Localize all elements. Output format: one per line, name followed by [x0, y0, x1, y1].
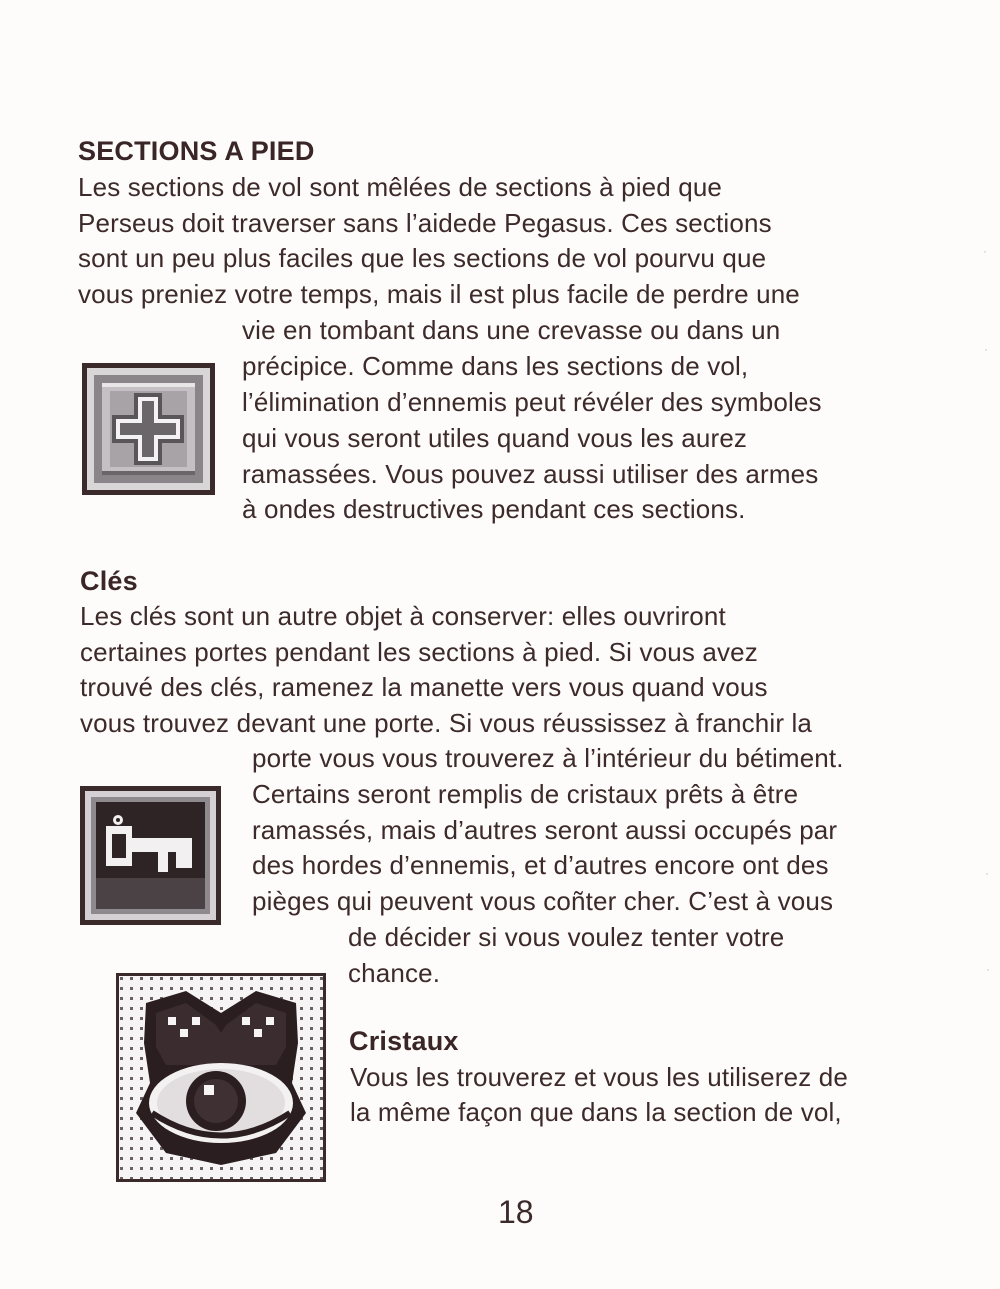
paragraph-line: chance. — [348, 958, 441, 988]
scan-speck: · — [984, 342, 988, 356]
section-heading-foot: SECTIONS A PIED — [78, 136, 315, 166]
section-heading-keys: Clés — [80, 566, 138, 596]
paragraph-line: certaines portes pendant les sections à pied. Si vous avez — [80, 637, 758, 667]
paragraph-line: trouvé des clés, ramenez la manette vers vous quand vous — [80, 672, 768, 702]
paragraph-line: ramassés, mais d’autres seront aussi occupés par — [252, 815, 838, 845]
paragraph-line: vous preniez votre temps, mais il est plus facile de perdre une — [78, 279, 800, 309]
paragraph-line: porte vous vous trouverez à l’intérieur du bétiment. — [252, 743, 844, 773]
paragraph-line: de décider si vous voulez tenter votre — [348, 922, 785, 952]
paragraph-line: Certains seront remplis de cristaux prêts à être — [252, 779, 799, 809]
scan-speck: · — [983, 244, 987, 258]
cross-icon — [82, 363, 215, 495]
paragraph-line: l’élimination d’ennemis peut révéler des symboles — [242, 387, 822, 417]
paragraph-line: la même façon que dans la section de vol, — [350, 1097, 842, 1127]
paragraph-line: Perseus doit traverser sans l’aidede Pegasus. Ces sections — [78, 208, 772, 238]
scan-speck: · — [985, 866, 989, 880]
paragraph-line: vie en tombant dans une crevasse ou dans un — [242, 315, 781, 345]
section-heading-crystals: Cristaux — [349, 1026, 459, 1056]
paragraph-line: ramassées. Vous pouvez aussi utiliser des armes — [242, 459, 819, 489]
paragraph-line: Vous les trouverez et vous les utiliserez de — [350, 1062, 848, 1092]
eye-icon — [116, 973, 326, 1182]
paragraph-line: à ondes destructives pendant ces sections. — [242, 494, 746, 524]
paragraph-line: Les clés sont un autre objet à conserver: elles ouvriront — [80, 601, 726, 631]
page-number: 18 — [498, 1194, 534, 1230]
paragraph-line: sont un peu plus faciles que les sections de vol pourvu que — [78, 243, 767, 273]
scan-speck: · — [986, 962, 990, 976]
paragraph-line: Les sections de vol sont mêlées de sections à pied que — [78, 172, 723, 202]
paragraph-line: pièges qui peuvent vous coñter cher. C’est à vous — [252, 886, 834, 916]
paragraph-line: précipice. Comme dans les sections de vol, — [242, 351, 749, 381]
paragraph-line: qui vous seront utiles quand vous les aurez — [242, 423, 748, 453]
paragraph-line: vous trouvez devant une porte. Si vous réussissez à franchir la — [80, 708, 813, 738]
key-icon — [80, 786, 221, 925]
paragraph-line: des hordes d’ennemis, et d’autres encore ont des — [252, 850, 829, 880]
